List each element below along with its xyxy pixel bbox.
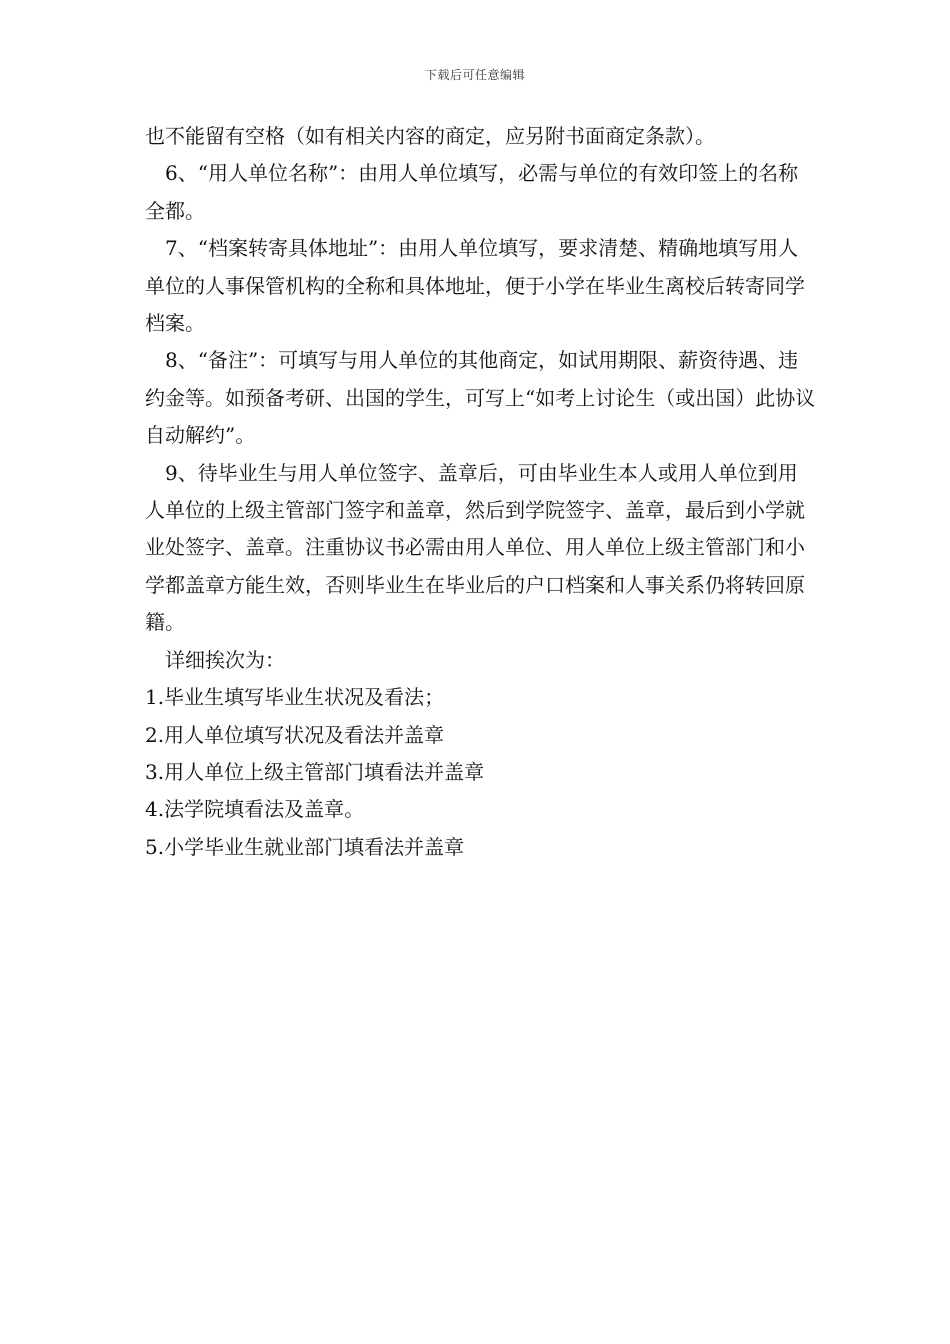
paragraph-continuation: 也不能留有空格（如有相关内容的商定，应另附书面商定条款）。 bbox=[145, 124, 715, 148]
paragraph-item-9: 9、待毕业生与用人单位签字、盖章后，可由毕业生本人或用人单位到用人单位的上级主管部门签字和盖章，然后到学院签字、盖章，最后到小学就业处签字、盖章。注重协议书必需由用人单位、用人单位上级主管部门和小学都盖章方能生效，否则毕业生在毕业后的户口档案和人事关系仍将转回原籍。 bbox=[145, 460, 805, 635]
paragraph-item-8: 8、“备注”：可填写与用人单位的其他商定，如试用期限、薪资待遇、违约金等。如预备考研、出国的学生，可写上“如考上讨论生（或出国）此协议自动解约”。 bbox=[145, 348, 816, 448]
step-item-1: 1.毕业生填写毕业生状况及看法； bbox=[145, 685, 445, 710]
page-header: 下载后可任意编辑 bbox=[424, 68, 525, 82]
paragraph-item-6: 6、“用人单位名称”：由用人单位填写，必需与单位的有效印签上的名称全都。 bbox=[145, 161, 799, 223]
document-body bbox=[145, 118, 817, 866]
step-item-4: 4.法学院填看法及盖章。 bbox=[145, 797, 365, 822]
step-item-3: 3.用人单位上级主管部门填看法并盖章 bbox=[145, 759, 485, 784]
steps-intro: 详细挨次为： bbox=[165, 647, 285, 672]
paragraph-item-7: 7、“档案转寄具体地址”：由用人单位填写，要求清楚、精确地填写用人单位的人事保管机构的全称和具体地址，便于小学在毕业生离校后转寄同学档案。 bbox=[145, 236, 805, 336]
step-item-5: 5.小学毕业生就业部门填看法并盖章 bbox=[145, 834, 465, 859]
step-item-2: 2.用人单位填写状况及看法并盖章 bbox=[145, 722, 445, 747]
